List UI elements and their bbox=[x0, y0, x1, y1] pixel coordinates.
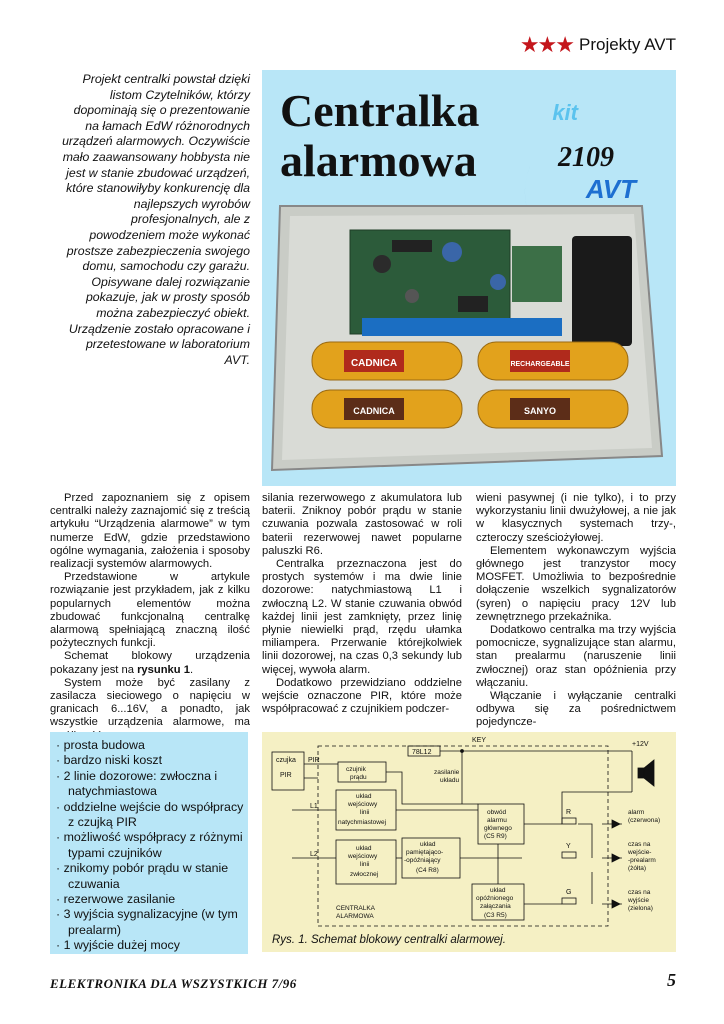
battery-label: CADNICA bbox=[350, 358, 398, 369]
label-l1-box-3: linii bbox=[360, 809, 370, 816]
battery-label-2: CADNICA bbox=[353, 406, 395, 416]
list-item: · oddzielne wejście do współpracy z czujką PIR bbox=[56, 800, 248, 831]
label-exit-1: czas na bbox=[628, 889, 651, 896]
device-photo bbox=[262, 186, 676, 486]
list-item: · znikomy pobór prądu w stanie czuwania bbox=[56, 861, 248, 892]
label-power-1: zasilanie bbox=[434, 769, 460, 776]
label-l1: L1 bbox=[310, 803, 318, 810]
list-item: · 1 wyjście dużej mocy bbox=[56, 938, 248, 953]
label-prealarm-2: wejście- bbox=[628, 849, 652, 856]
label-y: Y bbox=[566, 843, 571, 850]
label-l1-box-1: układ bbox=[356, 793, 372, 800]
block-diagram-figure bbox=[262, 732, 676, 952]
label-pir-box: PIR bbox=[280, 772, 292, 779]
label-l1-box-4: natychmiastowej bbox=[338, 819, 387, 826]
label-delay-1: układ bbox=[490, 887, 506, 894]
paragraph: Włączanie i wyłączanie centralki odbywa się za pośrednictwem pojedyncze- bbox=[476, 690, 676, 729]
label-prealarm-1: czas na bbox=[628, 841, 651, 848]
label-memory-4: (C4 R8) bbox=[416, 867, 439, 874]
label-unit-1: CENTRALKA bbox=[336, 905, 376, 912]
kit-label: kit bbox=[552, 100, 578, 125]
section-title: Projekty AVT bbox=[579, 35, 676, 54]
list-item: · 3 wyjścia sygnalizacyjne (w tym prealarm) bbox=[56, 907, 248, 938]
hero-panel bbox=[262, 70, 676, 486]
label-exit-3: (zielona) bbox=[628, 905, 653, 912]
label-prealarm-4: (żółta) bbox=[628, 865, 647, 872]
label-power-2: układu bbox=[440, 777, 460, 784]
page-number: 5 bbox=[667, 970, 676, 990]
battery-sub: RECHARGEABLE bbox=[510, 361, 570, 368]
label-delay-3: załączania bbox=[480, 903, 511, 910]
features-list bbox=[56, 738, 248, 954]
list-item: · bardzo niski koszt bbox=[56, 753, 248, 768]
label-delay-4: (C3 R5) bbox=[484, 912, 507, 919]
paragraph: Dodatkowo przewidziano oddzielne wejście oznaczone PIR, które może współpracować z czujnikiem podczer- bbox=[262, 676, 462, 716]
label-pir-line: PIR bbox=[308, 757, 320, 764]
battery-brand: SANYO bbox=[523, 406, 557, 416]
label-unit-2: ALARMOWA bbox=[336, 913, 374, 920]
block-diagram bbox=[262, 732, 676, 932]
kit-number: 2109 bbox=[558, 142, 614, 173]
paragraph: Przedstawione w artykule rozwiązanie jest przykładem, jak z kilku popularnych elementów można zbudować funkcjonalną centralkę alarmową spełniającą znaczną ilość pożytecznych funkcji. bbox=[50, 571, 250, 650]
label-alarm-2: (czerwona) bbox=[628, 817, 661, 824]
label-l2-box-1: układ bbox=[356, 845, 372, 852]
paragraph: wieni pasywnej (i nie tylko), i to przy wykorzystaniu linii dwużyłowej, a nie jak w klasycznych systemach trzy-, czteroczy sześciożyłowej. bbox=[476, 492, 676, 544]
body-column-3 bbox=[476, 492, 676, 730]
label-l2: L2 bbox=[310, 851, 318, 858]
paragraph: silania rezerwowego z akumulatora lub baterii. Zniknoy pobór prądu w stanie czuwania pozwala zastosować w roli baterii rezerwowej nawet popularne paluszki R6. bbox=[262, 492, 462, 557]
list-item: · prosta budowa bbox=[56, 738, 248, 753]
label-prealarm-3: -prealarm bbox=[628, 857, 656, 864]
paragraph: Centralka przeznaczona jest do prostych systemów i ma dwie linie dozorowe: natychmiastową L1 i zwłoczną L2. W stanie czuwania obwód każdej linii jest zamknięty, przez linię płynie niewielki prąd, rzędu ułamka miliampera. Przerwanie którejkolwiek linii dozorowej, na czas 0,3 sekundy lub więcej, wywoła alarm. bbox=[262, 558, 462, 676]
list-item: · 2 linie dozorowe: zwłoczna i natychmiastowa bbox=[56, 769, 248, 800]
label-alarm-1: alarm bbox=[628, 809, 645, 816]
paragraph: Przed zapoznaniem się z opisem centralki należy zaznajomić się z treścią artykułu “Urządzenia alarmowe” w tym numerze EdW, gdzie przedstawiono ogólne wymagania, założenia i sposoby realizacji systemów alarmowych. bbox=[50, 492, 250, 571]
rating-stars-icon: ★★★ bbox=[519, 32, 573, 57]
kit-brand: AVT bbox=[585, 174, 636, 204]
label-r: R bbox=[566, 809, 572, 816]
intro-text: Projekt centralki powstał dzięki listom Czytelników, którzy dopominają się o prezentowanie na łamach EdW różnorodnych urządzeń alarmowych. Oczywiście mało zaawansowany hobbysta nie jest w stanie zbudować urządzeń, które stanowiłyby konkurencję dla najlepszych wyrobów profesjonalnych, ale z powodzeniem może wykonać prostsze zabezpieczenia swojego domu, samochodu czy garażu. Opisywane dalej rozwiązanie pokazuje, jak w prosty sposób można zabezpieczyć obiekt. Urządzenie zostało opracowane i przetestowane w laboratorium AVT. bbox=[62, 72, 250, 367]
figure-caption: Rys. 1. Schemat blokowy centralki alarmowej. bbox=[272, 934, 506, 946]
label-memory-1: układ bbox=[420, 841, 436, 848]
label-l2-box-4: zwłocznej bbox=[350, 871, 379, 878]
label-main-3: głównego bbox=[484, 825, 512, 832]
list-item: · możliwość współpracy z różnymi typami czujników bbox=[56, 830, 248, 861]
label-current-sensor-2: prądu bbox=[350, 774, 367, 781]
list-item: · rezerwowe zasilanie bbox=[56, 892, 248, 907]
label-l2-box-3: linii bbox=[360, 861, 370, 868]
body-column-1 bbox=[50, 492, 250, 743]
label-memory-2: pamiętająco- bbox=[406, 849, 444, 856]
body-column-2 bbox=[262, 492, 462, 716]
figure-reference: rysunku 1 bbox=[137, 663, 190, 676]
features-box bbox=[50, 732, 248, 954]
paragraph: Schemat blokowy urządzenia pokazany jest na rysunku 1. bbox=[50, 650, 250, 676]
label-memory-3: -opóźniający bbox=[404, 857, 441, 864]
paragraph: Elementem wykonawczym wyjścia głównego jest tranzystor mocy MOSFET. Umożliwia to bezpośrednie dołączenie wszelkich sygnalizatorów (syren) o napięciu pracy 12V lub zewnętrznego przekaźnika. bbox=[476, 544, 676, 623]
article-title: Centralka alarmowa bbox=[280, 85, 480, 186]
paragraph: Dodatkowo centralka ma trzy wyjścia pomocnicze, sygnalizujące stan alarmu, stan prealarmu (naruszenie linii zwłocznej) oraz stan opóźnienia przy włączaniu. bbox=[476, 624, 676, 689]
label-vplus: +12V bbox=[632, 741, 649, 748]
label-l2-box-2: wejściowy bbox=[348, 853, 378, 860]
label-main-2: alarmu bbox=[487, 817, 507, 824]
label-main-1: obwód bbox=[487, 809, 507, 816]
label-czujka: czujka bbox=[276, 757, 296, 764]
magazine-footer: ELEKTRONIKA DLA WSZYSTKICH 7/96 bbox=[50, 976, 297, 991]
paragraph: System może być zasilany z zasilacza sieciowego o napięciu w granicach 6...16V, a ponadto, jak wszystkie urządzenia alarmowe, ma bbox=[50, 676, 250, 729]
label-exit-2: wyjście bbox=[628, 897, 649, 904]
label-key: KEY bbox=[472, 737, 487, 744]
label-g: G bbox=[566, 889, 572, 896]
label-regulator: 78L12 bbox=[412, 749, 432, 756]
label-current-sensor-1: czujnik bbox=[346, 766, 366, 773]
section-header bbox=[520, 34, 676, 56]
label-l1-box-2: wejściowy bbox=[348, 801, 378, 808]
label-main-4: (C5 R9) bbox=[484, 833, 507, 840]
label-delay-2: opóźnionego bbox=[476, 895, 514, 902]
